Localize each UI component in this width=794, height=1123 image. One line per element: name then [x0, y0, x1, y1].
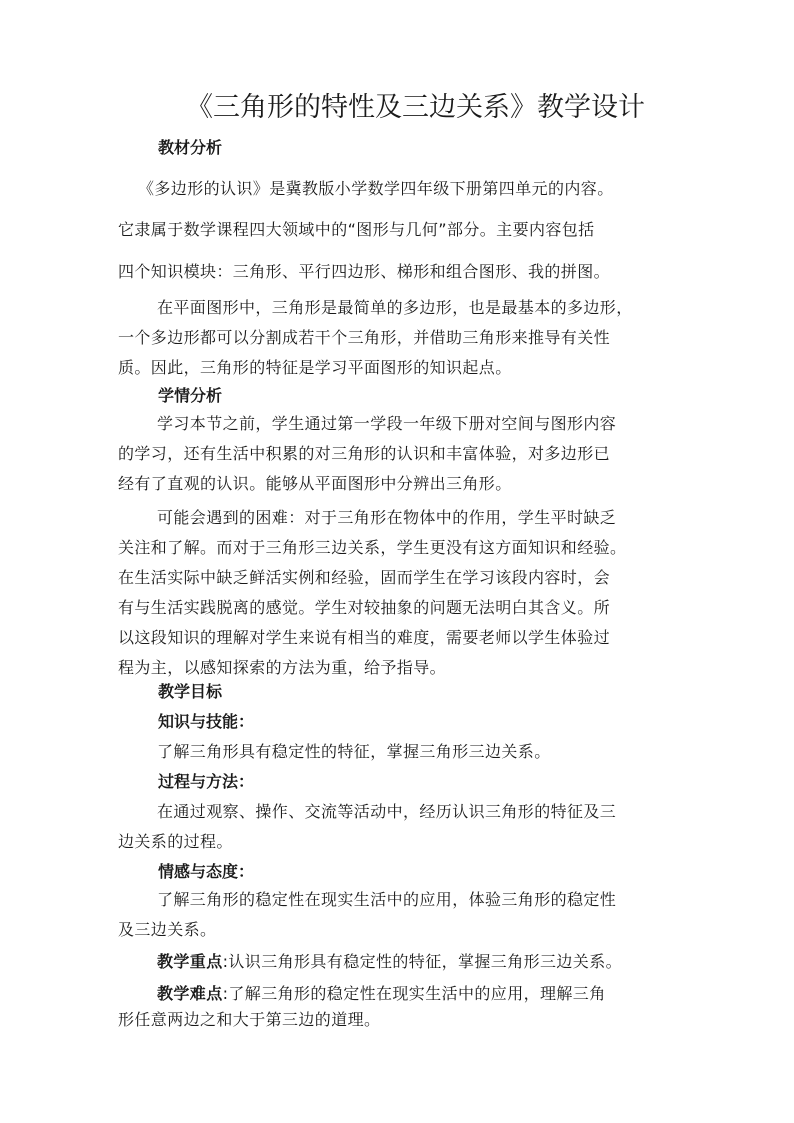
paragraph-line: 质。因此，三角形的特征是学习平面图形的知识起点。	[118, 358, 512, 377]
paragraph-line: 以这段知识的理解对学生来说有相当的难度，需要老师以学生体验过	[118, 628, 611, 647]
difficult-point-text: :了解三角形的稳定性在现实生活中的应用，理解三角	[222, 984, 606, 1003]
paragraph-line: 《多边形的认识》是冀教版小学数学四年级下册第四单元的内容。	[138, 179, 614, 198]
paragraph-line: 形任意两边之和大于第三边的道理。	[118, 1010, 381, 1029]
paragraph-line: 学习本节之前，学生通过第一学段一年级下册对空间与图形内容	[157, 414, 617, 433]
paragraph-line: 在平面图形中，三角形是最简单的多边形，也是最基本的多边形，	[157, 298, 633, 317]
document-title: 《三角形的特性及三边关系》教学设计	[186, 92, 645, 123]
paragraph-line: 可能会遇到的困难：对于三角形在物体中的作用，学生平时缺乏	[157, 508, 617, 527]
section-heading-learner-analysis: 学情分析	[158, 386, 223, 405]
difficult-point-line	[157, 982, 606, 1006]
subheading-knowledge-skills: 知识与技能：	[158, 712, 255, 731]
paragraph-line: 了解三角形的稳定性在现实生活中的应用，体验三角形的稳定性	[157, 890, 617, 909]
key-point-text: :认识三角形具有稳定性的特征，掌握三角形三边关系。	[222, 952, 623, 971]
key-point-line	[157, 950, 622, 974]
subheading-emotion-attitude: 情感与态度：	[158, 862, 255, 881]
paragraph-line: 边关系的过程。	[118, 832, 233, 851]
paragraph-line: 了解三角形具有稳定性的特征，掌握三角形三边关系。	[157, 742, 551, 761]
paragraph-line: 程为主，以感知探索的方法为重，给予指导。	[118, 658, 447, 677]
key-point-label: 教学重点	[157, 952, 223, 971]
paragraph-line: 在生活实际中缺乏鲜活实例和经验，固而学生在学习该段内容时，会	[118, 568, 611, 587]
subheading-process-method: 过程与方法：	[158, 772, 255, 791]
paragraph-line: 在通过观察、操作、交流等活动中，经历认识三角形的特征及三	[157, 802, 617, 821]
paragraph-line: 有与生活实践脱离的感觉。学生对较抽象的问题无法明白其含义。所	[118, 598, 611, 617]
section-heading-teaching-goals: 教学目标	[158, 682, 223, 701]
paragraph-line: 的学习，还有生活中积累的对三角形的认识和丰富体验，对多边形已	[118, 444, 611, 463]
paragraph-line: 及三边关系。	[118, 920, 217, 939]
section-heading-material-analysis: 教材分析	[158, 138, 223, 157]
paragraph-line: 关注和了解。而对于三角形三边关系，学生更没有这方面知识和经验。	[118, 538, 627, 557]
paragraph-line: 经有了直观的认识。能够从平面图形中分辨出三角形。	[118, 474, 512, 493]
paragraph-line: 四个知识模块：三角形、平行四边形、梯形和组合图形、我的拼图。	[118, 262, 611, 281]
paragraph-line: 它隶属于数学课程四大领域中的“图形与几何”部分。主要内容包括	[118, 220, 595, 239]
paragraph-line: 一个多边形都可以分割成若干个三角形，并借助三角形来推导有关性	[118, 328, 611, 347]
difficult-point-label: 教学难点	[157, 984, 223, 1003]
